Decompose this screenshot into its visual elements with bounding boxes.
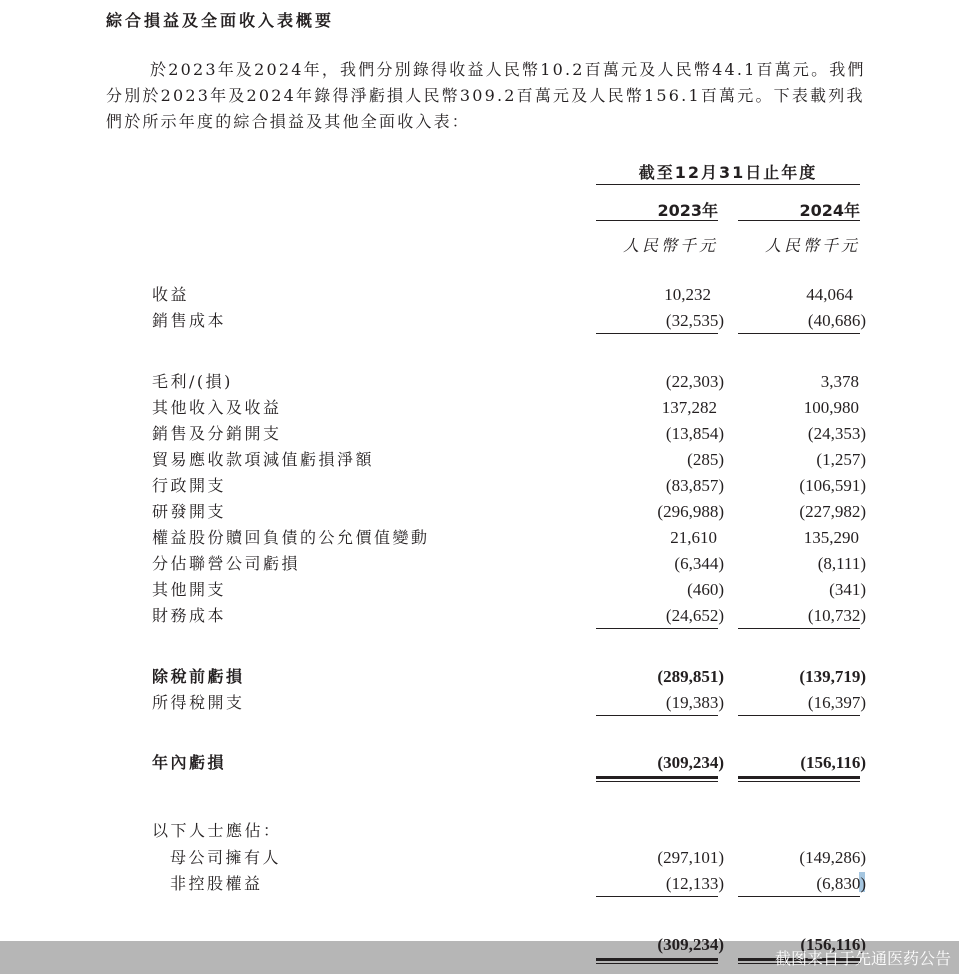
unit-2024: 人民幣千元 [764, 236, 860, 255]
subtotal-rule-2023 [596, 896, 718, 897]
section-title: 綜合損益及全面收入表概要 [106, 11, 335, 30]
loss-for-year-2023: (309,234) [657, 753, 724, 772]
fair-value-change-2024: 135,290 [803, 528, 859, 547]
subtotal-rule-2024 [738, 715, 860, 716]
subtotal-rule-2024 [738, 896, 860, 897]
gross-profit-2024: 3,378 [820, 372, 859, 391]
row-label-rd-expenses: 研發開支 [152, 502, 227, 521]
admin-expenses-2024: (106,591) [799, 476, 866, 495]
intro-line-3: 們於所示年度的綜合損益及其他全面收入表： [106, 112, 471, 131]
other-expenses-2023: (460) [687, 580, 724, 599]
row-label-other-expenses: 其他開支 [152, 580, 227, 599]
rd-expenses-2023: (296,988) [657, 502, 724, 521]
row-label-loss-for-year: 年內虧損 [152, 753, 227, 772]
loss-before-tax-2024: (139,719) [799, 667, 866, 686]
loss-for-year-2024: (156,116) [800, 753, 866, 772]
total-double-rule-2024-thin [738, 781, 860, 782]
row-label-share-of-associates: 分佔聯營公司虧損 [152, 554, 301, 573]
year-rule-2024 [738, 220, 860, 221]
cost-of-sales-2023: (32,535) [665, 311, 724, 330]
loss-before-tax-2023: (289,851) [657, 667, 724, 686]
income-tax-2024: (16,397) [807, 693, 866, 712]
row-label-fair-value-change: 權益股份贖回負債的公允價值變動 [152, 528, 430, 547]
finance-costs-2024: (10,732) [807, 606, 866, 625]
period-header: 截至12月31日止年度 [638, 163, 818, 182]
attributable-total-2024: (156,116) [800, 935, 866, 954]
share-of-associates-2023: (6,344) [674, 554, 724, 573]
rd-expenses-2024: (227,982) [799, 502, 866, 521]
gross-profit-2023: (22,303) [665, 372, 724, 391]
subtotal-rule-2023 [596, 628, 718, 629]
unit-2023: 人民幣千元 [622, 236, 718, 255]
owners-of-parent-2024: (149,286) [799, 848, 866, 867]
year-2024-header: 2024年 [799, 201, 860, 220]
row-label-revenue: 收益 [152, 285, 190, 304]
row-label-gross-profit: 毛利/(損) [152, 372, 233, 391]
final-double-rule-2023 [596, 958, 718, 961]
selling-expenses-2024: (24,353) [807, 424, 866, 443]
row-label-impairment-loss: 貿易應收款項減值虧損淨額 [152, 450, 375, 469]
revenue-2023: 10,232 [664, 285, 711, 304]
fair-value-change-2023: 21,610 [670, 528, 717, 547]
row-label-selling-expenses: 銷售及分銷開支 [152, 424, 282, 443]
row-label-non-controlling: 非控股權益 [170, 874, 263, 893]
row-label-income-tax: 所得稅開支 [152, 693, 245, 712]
year-2023-header: 2023年 [657, 201, 718, 220]
admin-expenses-2023: (83,857) [665, 476, 724, 495]
other-expenses-2024: (341) [829, 580, 866, 599]
row-label-cost-of-sales: 銷售成本 [152, 311, 227, 330]
intro-paragraph [106, 57, 866, 135]
subtotal-rule-2023 [596, 715, 718, 716]
other-income-2024: 100,980 [803, 398, 859, 417]
intro-line-2: 分別於2023年及2024年錄得淨虧損人民幣309.2百萬元及人民幣156.1百萬元。下表載列我 [106, 86, 865, 105]
share-of-associates-2024: (8,111) [817, 554, 866, 573]
total-double-rule-2023 [596, 776, 718, 779]
non-controlling-2023: (12,133) [665, 874, 724, 893]
row-label-finance-costs: 財務成本 [152, 606, 227, 625]
row-label-owners-of-parent: 母公司擁有人 [170, 848, 282, 867]
watermark-text: 截图来自于先通医药公告 [774, 949, 951, 968]
impairment-loss-2023: (285) [687, 450, 724, 469]
revenue-2024: 44,064 [806, 285, 853, 304]
row-label-loss-before-tax: 除稅前虧損 [152, 667, 245, 686]
row-label-other-income: 其他收入及收益 [152, 398, 282, 417]
intro-line-1: 於2023年及2024年，我們分別錄得收益人民幣10.2百萬元及人民幣44.1百萬元。我們 [150, 60, 866, 79]
subtotal-rule-2024 [738, 333, 860, 334]
finance-costs-2023: (24,652) [665, 606, 724, 625]
row-label-attributable-to: 以下人士應佔： [152, 821, 282, 840]
owners-of-parent-2023: (297,101) [657, 848, 724, 867]
total-double-rule-2023-thin [596, 781, 718, 782]
selling-expenses-2023: (13,854) [665, 424, 724, 443]
subtotal-rule-2023 [596, 333, 718, 334]
impairment-loss-2024: (1,257) [816, 450, 866, 469]
other-income-2023: 137,282 [661, 398, 717, 417]
year-rule-2023 [596, 220, 718, 221]
subtotal-rule-2024 [738, 628, 860, 629]
cost-of-sales-2024: (40,686) [807, 311, 866, 330]
final-double-rule-2023-thin [596, 963, 718, 964]
header-rule [596, 184, 860, 185]
total-double-rule-2024 [738, 776, 860, 779]
non-controlling-2024: (6,830) [816, 874, 866, 893]
attributable-total-2023: (309,234) [657, 935, 724, 954]
row-label-admin-expenses: 行政開支 [152, 476, 227, 495]
income-tax-2023: (19,383) [665, 693, 724, 712]
